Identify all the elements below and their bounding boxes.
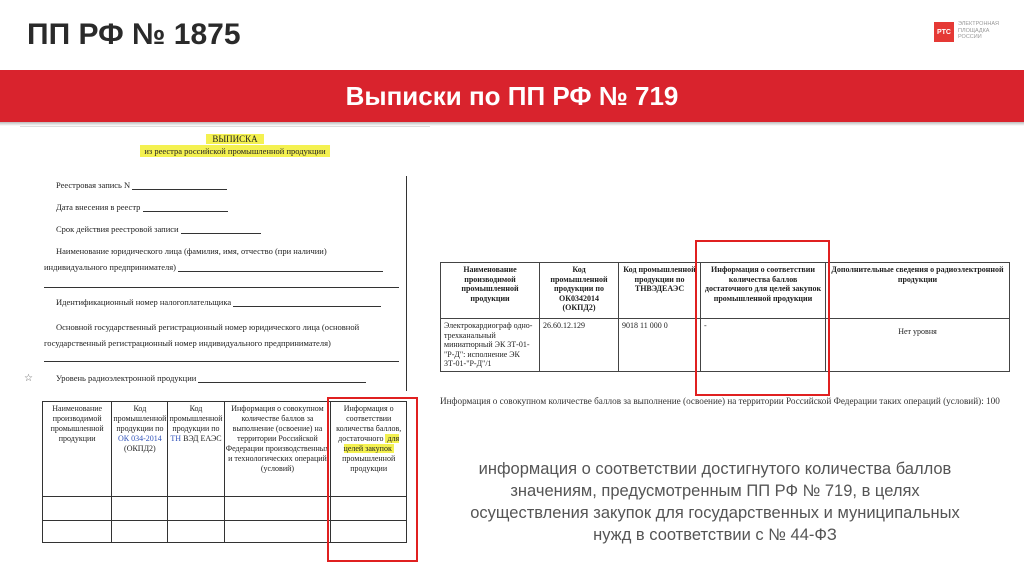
sample-col-okpd2: Код промышленной продукции по ОК0342014 (ОКПД2) [540,263,619,319]
banner-title: Выписки по ПП РФ № 719 [345,80,679,111]
field-date-entry [56,202,228,212]
field-inn-label: Идентификационный номер налогоплательщика [56,297,232,307]
field-ogrn-extra-line [44,352,399,362]
highlighted-purpose: для целей закупок [343,434,400,453]
col-okpd2: Код промышленной продукции по ОК 034-2014 (ОКПД2) [112,402,168,497]
field-name-line2-label: индивидуального предпринимателя) [44,262,176,272]
okpd2-code-ref: ОК 034-2014 [117,434,162,443]
field-inn [56,297,381,307]
field-reg-entry-label: Реестровая запись N [56,180,131,190]
field-name-line1: Наименование юридического лица (фамилия, имя, отчество (при наличии) [56,246,327,256]
highlight-frame-left [327,397,418,562]
extract-heading [120,134,350,157]
doc-top-border [20,126,430,127]
field-reg-entry-line [132,180,227,190]
field-level-line [198,373,366,383]
field-validity-line [181,224,261,234]
field-validity-label: Срок действия реестровой записи [56,224,179,234]
field-ogrn-line2: государственный регистрационный номер индивидуального предпринимателя) [44,338,331,348]
sample-points-compliance: - [701,319,826,372]
doc-vertical-rule [406,176,407,391]
field-level-label: Уровень радиоэлектронной продукции [56,373,197,383]
sample-points-note: Информация о совокупном количестве баллов за выполнение (освоение) на территории Российской Федерации таких операций (условий): 100 [440,396,1000,406]
sample-col-points-compliance: Информация о соответствии количества баллов достаточного для целей закупок промышленной продукции [701,263,826,319]
field-reg-entry [56,180,227,190]
sample-col-tnved: Код промышленной продукции по ТНВЭДЕАЭС [619,263,701,319]
field-name-line2 [44,262,383,272]
sample-okpd2-code: 26.60.12.129 [540,319,619,372]
col-total-points: Информация о совокупном количестве баллов за выполнение (освоение) на территории Российской Федерации производственных и технологических операций (условий) [224,402,331,497]
extract-heading-subtitle: из реестра российской промышленной продукции [140,145,329,157]
field-inn-line [233,297,381,307]
sample-additional-info: Нет уровня [826,319,1010,372]
logo-text: ЭЛЕКТРОННАЯ ПЛОЩАДКА РОССИИ [958,21,1000,40]
field-date-entry-label: Дата внесения в реестр [56,202,141,212]
star-icon: ☆ [24,373,33,384]
field-level [56,373,366,383]
extract-heading-title: ВЫПИСКА [206,134,263,144]
col-product-name: Наименование производимой промышленной продукции [43,402,112,497]
tnved-code-ref: ТН [170,434,182,443]
field-ogrn-line1: Основной государственный регистрационный номер юридического лица (основной [56,322,360,332]
rts-logo [934,20,1014,48]
col-tnved: Код промышленной продукции по ТН ВЭД ЕАЭС [168,402,224,497]
sample-col-additional-info: Дополнительные сведения о радиоэлектронной продукции [826,263,1010,319]
highlight-frame-right [695,240,830,396]
sample-tnved-code: 9018 11 000 0 [619,319,701,372]
field-name-line [178,262,383,272]
registry-extract-form [20,126,430,566]
col-points-compliance: Информация о соответствии количества баллов, достаточного для целей закупок промышленной продукции [331,402,407,497]
section-banner [0,70,1024,122]
field-validity [56,224,261,234]
field-date-entry-line [143,202,228,212]
sample-product-name: Электрокардиограф одно-трехканальный миниатюрный ЭК 3Т-01-"Р-Д": исполнение ЭК 3Т-01-"Р-Д"/1 [441,319,540,372]
slide-caption: информация о соответствии достигнутого количества баллов значениям, предусмотренным ПП РФ № 719, в целях осуществления закупок для государственных и муниципальных нужд в соответствии с № 44-ФЗ [470,460,960,544]
field-name-extra-line [44,278,399,288]
slide-title: ПП РФ № 1875 [27,18,241,51]
logo-mark-icon: РТС [934,22,954,42]
sample-col-product-name: Наименование производимой промышленной продукции [441,263,540,319]
